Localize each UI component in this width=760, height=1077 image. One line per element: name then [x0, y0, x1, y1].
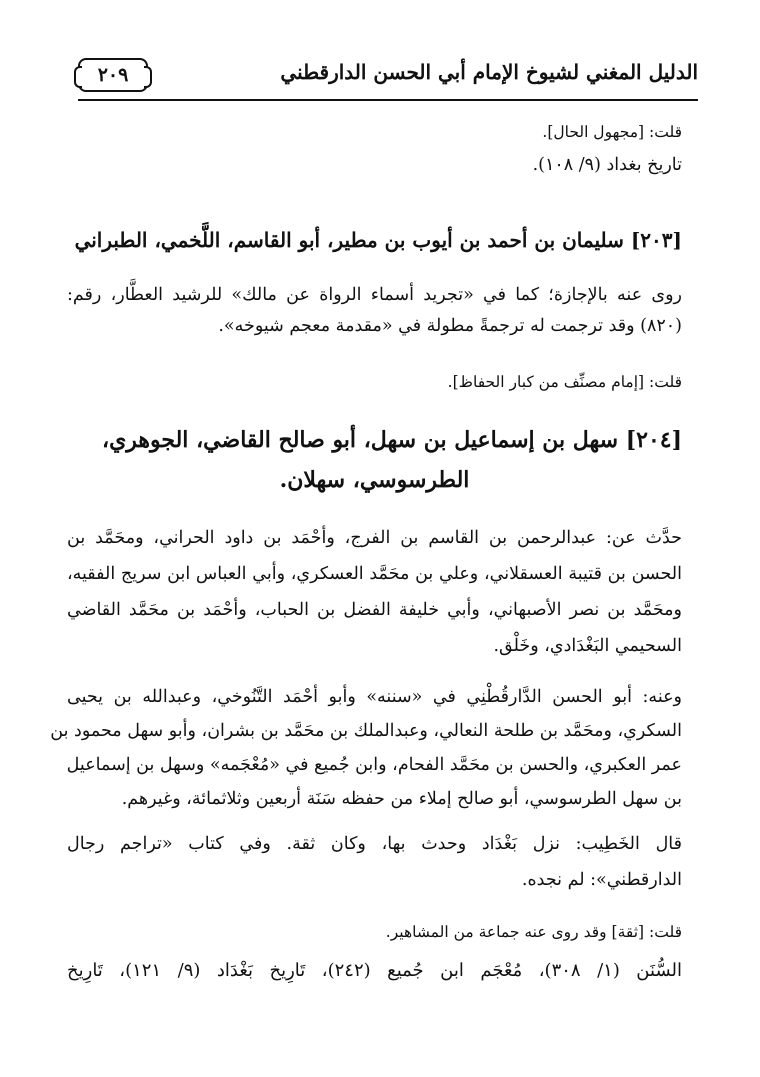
header-divider — [78, 99, 698, 101]
entry-204-note: قلت: [ثقة] وقد روى عنه جماعة من المشاهير. — [385, 923, 682, 941]
entry-204-teachers — [67, 520, 682, 664]
khatib-line: الدارقطني»: لم نجده. — [521, 870, 682, 890]
entry-203-text-line: (٨٢٠) وقد ترجمت له ترجمةً مطولة في «مقدمة معجم شيوخه». — [218, 316, 682, 336]
teachers-line: السحيمي البَغْدَادي، وخَلْق. — [493, 636, 682, 656]
entry-203-note-block — [67, 368, 682, 396]
entry-204-heading-line: الطرسوسي، سهلان. — [279, 467, 470, 493]
entry-204-sources — [67, 955, 682, 986]
teachers-line: الحسن بن قتيبة العسقلاني، وعلي بن محَمَّد العسكري، وأبي العباس ابن سريج الفقيه، — [67, 564, 682, 584]
entry-204 — [67, 420, 682, 500]
entry-204-heading-line: [٢٠٤] سهل بن إسماعيل بن سهل، أبو صالح القاضي، الجوهري، — [101, 427, 682, 453]
entry-204-note-block — [67, 918, 682, 946]
students-line: عمر العكبري، والحسن بن محَمَّد الفحام، وابن جُميع في «مُعْجَمه» وسهل بن إسماعيل — [66, 755, 682, 775]
entry-203-heading: [٢٠٣] سليمان بن أحمد بن أيوب بن مطير، أبو القاسم، اللَّخمي، الطبراني — [74, 228, 682, 252]
prev-note: قلت: [مجهول الحال]. — [542, 123, 682, 141]
page-header — [78, 58, 698, 98]
students-line: وعنه: أبو الحسن الدَّارقُطْنِي في «سننه» وأبو أحْمَد التَّنُوخي، وعبدالله بن يحيى — [67, 687, 682, 707]
entry-203-text-line: روى عنه بالإجازة؛ كما في «تجريد أسماء الرواة عن مالك» للرشيد العطَّار، رقم: — [67, 285, 682, 305]
entry-203-body — [67, 280, 682, 342]
students-line: بن سهل الطرسوسي، أبو صالح إملاء من حفظه سَنَة أربعين وثلاثمائة، وغيرهم. — [121, 789, 682, 809]
entry-203 — [67, 225, 682, 255]
page-number-badge: ٢٠٩ — [78, 58, 148, 92]
entry-204-students — [50, 680, 682, 816]
entry-204-khatib — [67, 826, 682, 898]
khatib-line: قال الخَطِيب: نزل بَغْدَاد وحدث بها، وكان ثقة. وفي كتاب «تراجم رجال — [67, 834, 682, 854]
prev-source: تاريخ بغداد (٩/ ١٠٨). — [532, 155, 682, 175]
running-title: الدليل المغني لشيوخ الإمام أبي الحسن الدارقطني — [280, 60, 698, 84]
sources-line: السُّنَن (١/ ٣٠٨)، مُعْجَم ابن جُميع (٢٤٢)، تَارِيخ بَغْدَاد (٩/ ١٢١)، تَارِيخ — [67, 960, 682, 981]
teachers-line: حدَّث عن: عبدالرحمن بن القاسم بن الفرج، وأحْمَد بن داود الحراني، ومحَمَّد بن — [67, 528, 682, 548]
teachers-line: ومحَمَّد بن نصر الأصبهاني، وأبي خليفة الفضل بن الحباب، وأحْمَد بن محَمَّد القاضي — [67, 600, 682, 620]
entry-203-note: قلت: [إمام مصنِّف من كبار الحفاظ]. — [447, 373, 682, 391]
students-line: السكري، ومحَمَّد بن طلحة النعالي، وعبدالملك بن محَمَّد بن بشران، وأبو سهل محمود بن — [50, 721, 682, 741]
previous-entry-tail — [67, 118, 682, 181]
